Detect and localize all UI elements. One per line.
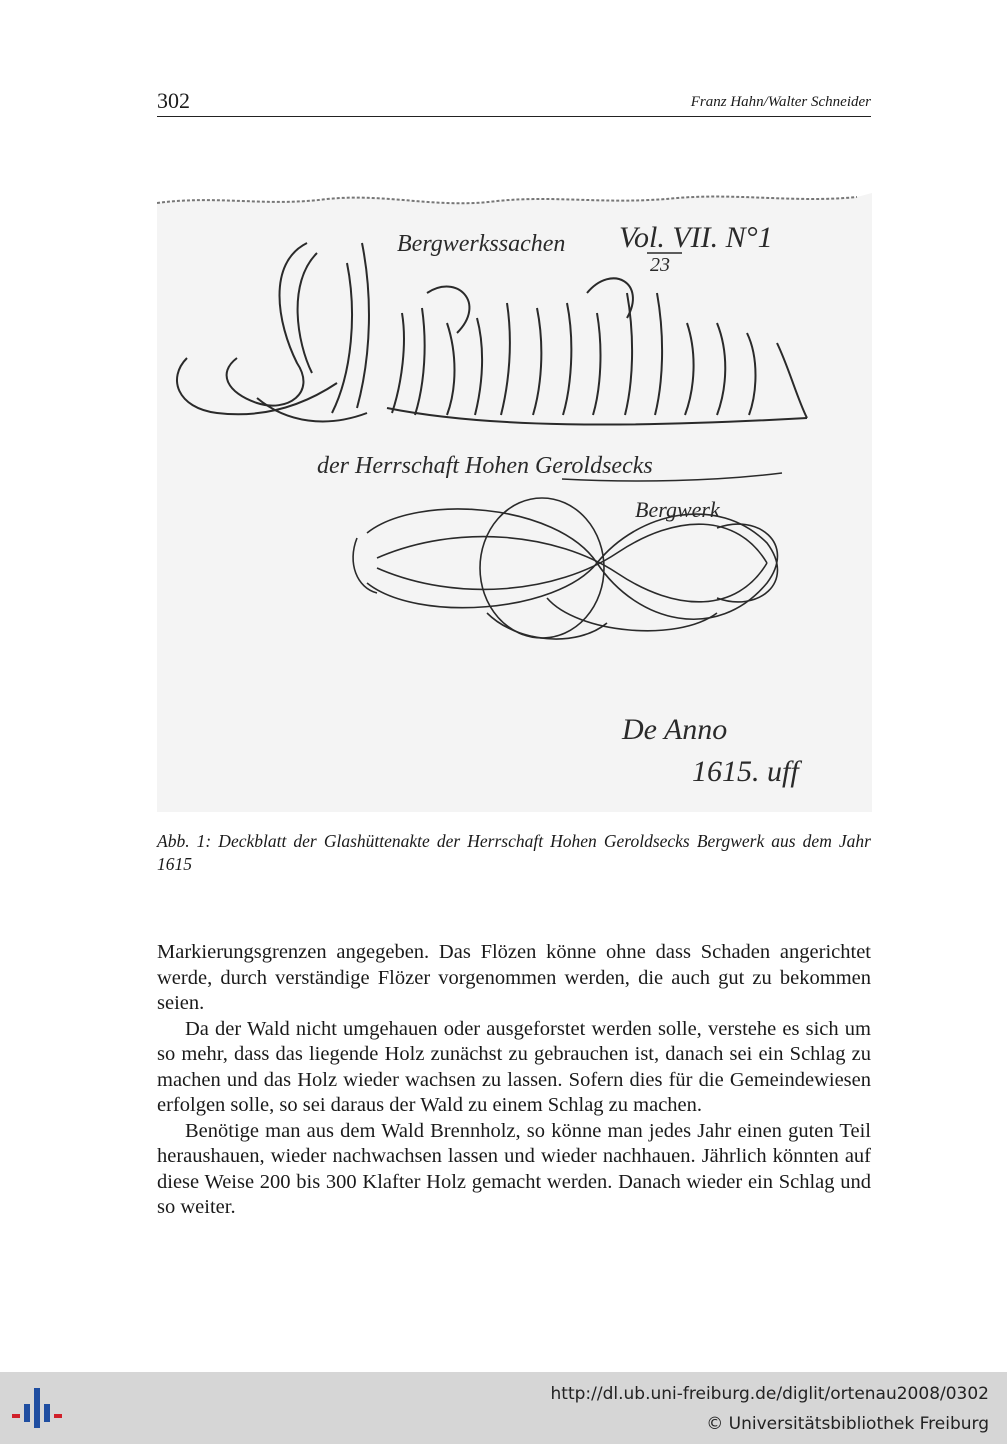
page-number: 302 [157,88,190,113]
figure-title-page-scan [157,143,872,812]
page-header [157,86,871,117]
paragraph-2: Da der Wald nicht umgehauen oder ausgeforstet werden solle, verstehe es sich um so mehr, dass das liegende Holz zunächst zu gebrauchen ist, danach sei ein Schlag zu machen und das Holz wieder wachsen zu lassen. Sofern dies für die Gemeindewiesen erfolgen solle, so sei daraus der Wald zu einem Schlag zu machen. [157,1017,871,1116]
inscription-subtitle: der Herrschaft Hohen Geroldsecks [317,453,653,479]
footer-url-link[interactable]: http://dl.ub.uni-freiburg.de/diglit/ortenau2008/0302 [550,1384,989,1404]
figure-caption: Abb. 1: Deckblatt der Glashüttenakte der Herrschaft Hohen Geroldsecks Bergwerk aus dem Jahr 1615 [157,831,871,874]
running-head: Franz Hahn/Walter Schneider [690,94,871,110]
inscription-top-note: Bergwerkssachen [397,231,566,257]
paragraph-1: Markierungsgrenzen angegeben. Das Flözen könne ohne dass Schaden angerichtet werde, durch verständige Flözer vorgenommen werden, die auch gut zu bekommen seien. [157,941,871,1014]
inscription-number: 23 [650,254,670,276]
inscription-date-year: 1615. uff [692,755,799,788]
manuscript-drawing [157,143,872,812]
library-logo-icon [12,1386,64,1432]
inscription-subtitle2: Bergwerk [635,497,720,522]
footer-bar [0,1372,1007,1444]
inscription-date-label: De Anno [622,713,728,746]
footer-copyright: © Universitätsbibliothek Freiburg [706,1414,989,1434]
body-text [157,940,871,1221]
paragraph-3: Benötige man aus dem Wald Brennholz, so könne man jedes Jahr einen guten Teil heraushauen, wieder nachwachsen lassen und wieder nachhauen. Jährlich könnten auf diese Weise 200 bis 300 Klafter Holz gemacht werden. Danach wieder ein Schlag und so weiter. [157,1119,871,1218]
inscription-volume: Vol. VII. N°1 [619,221,773,254]
